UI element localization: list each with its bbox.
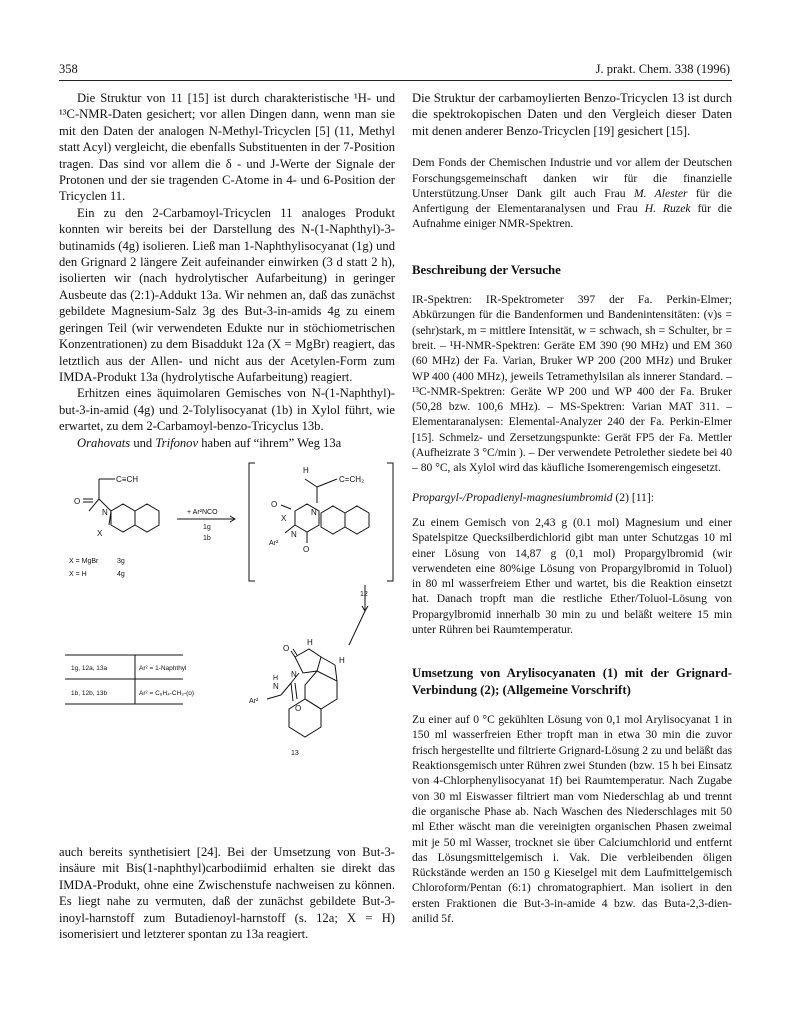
header-rule: [59, 80, 732, 81]
section-heading-umsetzung: Umsetzung von Arylisocyanaten (1) mit der Grignard-Verbindung (2); (Allgemeine Vorschrift): [412, 666, 732, 697]
reagent-label: + Ar²NCO: [187, 508, 218, 516]
bracket-right: [387, 463, 393, 581]
acknowledgement: [412, 155, 732, 231]
ack-name-ruzek: H. Ruzek: [644, 202, 691, 216]
experimental-instruments: IR-Spektren: IR-Spektrometer 397 der Fa. Perkin-Elmer; Abkürzungen für die Bandenformen und Bandenintensitäten: (v)s = (sehr)stark, m = mittlere Intensität, w = schwach, sh = Schulter, br = breit. – ¹H-NMR-Spektren: Geräte EM 390 (90 MHz) und EM 360 (60 MHz) der Fa. Varian, Bruker WP 200 (200 MHz) und Bruker WP 400 (400 MHz), jeweils Tetramethylsilan als innerer Standard. – ¹³C-NMR-Spektren: Geräte WP 200 und WP 400 der Fa. Bruker (50,28 bzw. 100,6 MHz). – MS-Spektren: Varian MAT 311. – Elementaranalysen: Elemental-Analyzer 240 der Fa. Perkin-Elmer [15]. Schmelz- und Zersetzungspunkte: Gerät FP5 der Fa. Mettler (Aufheizrate 3 °C/min ). – Der verwendete Petrolether siedete bei 40 – 80 °C, als Xylol wird das käufliche Isomerengemisch eingesetzt.: [412, 293, 732, 475]
ack-name-alester: M. Alester: [633, 186, 688, 200]
alkyne-label: C≡CH: [116, 474, 138, 484]
right-column: [412, 90, 732, 926]
left-column: [59, 90, 395, 785]
compound-4g: 4g: [117, 570, 125, 578]
reagent-1g: 1g: [203, 523, 211, 531]
ack-text-3: für die Aufnahme einiger NMR-Spektren.: [412, 202, 733, 231]
procedure-propargyl: Zu einem Gemisch von 2,43 g (0.1 mol) Magnesium und einer Spatelspitze Quecksilberdichlorid gibt man unter Schutzgas 10 ml einer Lösung von 14,87 g (0,1 mol) Propargylbromid (wir verwendeten eine 80%ige Lösung von Propargylbromid in Toluol) in 80 ml wasserfreiem Ether und wartet, bis die Reaktion einsetzt hat. Danach tropft man die restliche Ether/Toluol-Lösung von Propargylbromid innerhalb 30 min zu und beläßt weitere 15 min unter Rühren bei Raumtemperatur.: [412, 515, 732, 637]
and-text: und: [130, 435, 156, 450]
ack-text-1: Dem Fonds der Chemischen Industrie und vor allem der Deutschen Forschungsgemeinschaft danken wir für die finanzielle Unterstützung.Unser Dank gilt auch Frau: [412, 156, 732, 200]
compound-3g: 3g: [117, 557, 125, 565]
journal-header: J. prakt. Chem. 338 (1996): [595, 62, 730, 76]
nitrogen-label-12b: N: [291, 529, 297, 539]
x-mgbr-label: X = MgBr: [69, 557, 99, 565]
page-number: 358: [59, 62, 78, 76]
right-paragraph-1: Die Struktur der carbamoylierten Benzo-Tricyclen 13 ist durch die spektrokopischen Daten und den Vergleich dieser Daten mit denen anderer Benzo-Tricyclen [19] gesichert [15].: [412, 91, 732, 138]
h-label-13b: H: [339, 655, 345, 665]
author-orahovats: Orahovats: [77, 435, 131, 450]
product-13-structure: [267, 649, 337, 737]
ar2-label-13: Ar²: [249, 697, 259, 705]
subheading-propargyl-name: Propargyl-/Propadienyl-magnesiumbromid: [412, 490, 613, 504]
nitrogen-label-12a: N: [311, 507, 317, 517]
oxygen-label-13a: O: [283, 643, 290, 653]
left-paragraph-3: Erhitzen eines äquimolaren Gemisches von N-(1-Naphthyl)-but-3-in-amid (4g) und 2-Tolylisocyanat (1b) in Xylol führt, wie erwartet, zu dem 2-Carbamoyl-benzo-Tricyclus 13b.: [59, 386, 395, 434]
subheading-propargyl-num: (2) [11]:: [612, 490, 654, 504]
compound-13-label: 13: [291, 749, 299, 757]
h-label-12: H: [303, 465, 309, 475]
nitrogen-label-1: N: [102, 507, 108, 517]
starting-material-structure: [83, 479, 159, 532]
table-row1-ar2: Ar² = 1-Naphthyl: [139, 664, 187, 672]
scheme-drawing: [59, 459, 395, 777]
oxygen-label-13b: O: [295, 703, 302, 713]
x-h-label: X = H: [69, 570, 87, 578]
left-paragraph-2: Ein zu den 2-Carbamoyl-Tricyclen 11 analoges Produkt konnten wir bereits bei der Darstellung des N-(1-Naphthyl)-3-butinamids (4g) isolieren. Ließ man 1-Naphthylisocyanat (1g) und den Grignard 2 längere Zeit aufeinander einwirken (3 d statt 2 h), isolierten wir (nach hydrolytischer Aufarbeitung) in geringer Ausbeute das (2:1)-Addukt 13a. Wir nehmen an, daß das zunächst gebildete Magnesium-Salz 3g des But-3-in-amids 4g zu einem geringen Teil (wir verwendeten Edukte nur in stöchiometrischen Konzentrationen) zu dem Bisaddukt 12a (X = MgBr) reagiert, das letztlich aus der Allen- und nicht aus der Acetylen-Form zum IMDA-Produkt 13a (hydrolytische Aufarbeitung) reagiert.: [59, 205, 395, 384]
left-paragraph-5: auch bereits synthetisiert [24]. Bei der Umsetzung von But-3-insäure mit Bis(1-naphthyl)carbodiimid erhalten sie direkt das IMDA-Produkt, ohne eine Zwischenstufe nachweisen zu können. Es liegt nahe zu vermuten, daß der zunächst gebildete But-3-inoyl-harnstoff zum Butadienoyl-harnstoff (s. 12a; X = H) isomerisiert und letzterer spontan zu 13a reagiert.: [59, 845, 395, 942]
x-label: X: [97, 528, 103, 538]
oxygen-label-12a: O: [271, 499, 278, 509]
oxygen-label-1: O: [74, 496, 81, 506]
subheading-propargyl: [412, 490, 732, 505]
reaction-scheme: [59, 459, 395, 777]
x-label-12: X: [281, 513, 287, 523]
allene-label: C=CH₂: [339, 474, 365, 484]
table-row2-compounds: 1b, 12b, 13b: [71, 689, 108, 697]
h-label-13c: H: [273, 674, 279, 682]
h-label-13a: H: [307, 637, 313, 647]
nitrogen-label-13a: N: [291, 669, 297, 679]
ar2-label-12: Ar²: [269, 539, 279, 547]
oxygen-label-12b: O: [303, 544, 310, 554]
nitrogen-label-13b: N: [273, 681, 279, 691]
left-paragraph-1: Die Struktur von 11 [15] ist durch charakteristische ¹H- und ¹³C-NMR-Daten gesichert; vor allen Dingen dann, wenn man sie mit den Daten der analogen N-Methyl-Tricyclen [5] (11, Methyl statt Acyl) vergleicht, die ebenfalls Substituenten in der 7-Position tragen. Das sind vor allem die δ - und J-Werte der Signale der Protonen und der sie tragenden C-Atome in 4- und 6-Position der Tricyclen 11.: [59, 91, 395, 204]
ack-text-2: für die Anfertigung der Elementaranalysen und Frau: [412, 186, 732, 216]
author-trifonov: Trifonov: [155, 435, 199, 450]
arrow-diag-line: [349, 611, 365, 645]
procedure-general: Zu einer auf 0 °C gekühlten Lösung von 0,1 mol Arylisocyanat 1 in 150 ml wasserfreien Ether tropft man in etwa 30 min die zuvor frisch hergestellte und filtrierte Grignard-Lösung 2 zu und beläßt das Reaktionsgemisch unter Rühren zwei Stunden (bzw. 15 h bei Einsatz von 4-Chlorphenylisocyanat 1f) bei Raumtemperatur. Nach Zugabe von 30 ml Eiswasser filtriert man vom Niederschlag ab und trennt die organische Phase ab. Nach Waschen des Niederschlages mit 50 ml Ether wäscht man die vereinigten organischen Phasen zweimal mit je 50 ml Wasser, trocknet sie über Calciumchlorid und entfernt das Lösungsmittelgemisch i. Vak. Die verbleibenden öligen Rückstände werden an 150 g Kieselgel mit dem Laufmittelgemisch Chloroform/Pentan (6:1) chromatographiert. Man isoliert in den ersten Fraktionen die But-3-in-amide 4 bzw. das Buta-2,3-dien-anilid 5f.: [412, 713, 732, 926]
left-paragraph-4: [59, 435, 395, 451]
compound-12-label: 12: [360, 590, 368, 598]
section-heading-experiments: Beschreibung der Versuche: [412, 262, 561, 277]
table-row2-ar2: Ar² = C₆H₄-CH₃-(o): [139, 689, 195, 697]
left-paragraph-5-block: [59, 844, 395, 942]
bracket-left: [249, 463, 255, 581]
left-paragraph-4-text: haben auf “ihrem” Weg 13a: [198, 435, 342, 450]
table-row1-compounds: 1g, 12a, 13a: [71, 664, 108, 672]
reagent-1b: 1b: [203, 534, 211, 542]
